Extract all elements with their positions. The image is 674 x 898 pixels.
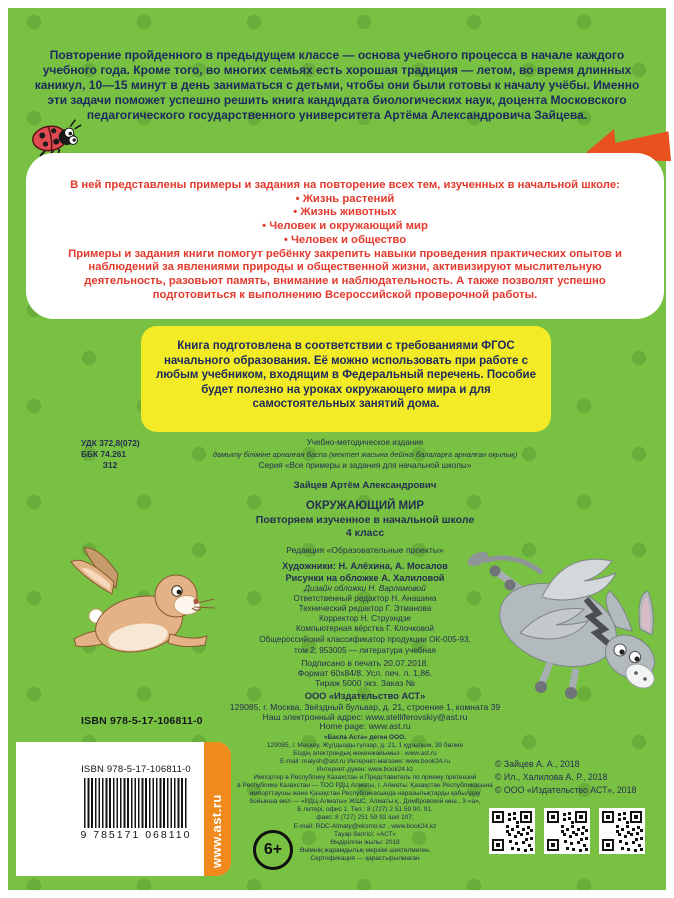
- cover-art-line: Рисунки на обложке А. Халиловой: [285, 573, 445, 583]
- author-name: Зайцев Артём Александрович: [293, 480, 437, 491]
- udk-code: УДК 372,8(072): [81, 438, 140, 448]
- credit-line: Корректор Н. Струэндзе: [319, 613, 411, 623]
- classifier-line: том 2; 953005 — литература учебная: [293, 645, 436, 655]
- feature-bullet: • Человек и окружающий мир: [262, 220, 428, 233]
- kz-line: Импортер в Республику Казахстан и Представитель по приему претензий: [253, 774, 477, 782]
- book-back-cover: [8, 8, 666, 890]
- classifier-line: Общероссийский классификатор продукции ОК-005-93,: [259, 635, 471, 644]
- feature-bullet: • Жизнь животных: [293, 206, 397, 219]
- publisher-site-vertical: www.ast.ru: [209, 794, 224, 868]
- qr-code: [599, 808, 645, 854]
- kazakh-note: дамыту біліміне арналған баспа (мектеп жасына дейінгі балаларға арналған оқылық): [212, 450, 518, 459]
- kz-line: 129085, г. Мәскеу, Жұлдызды гүлзар, д. 21, 1 құрылым, 39 бөлме: [266, 742, 464, 750]
- kz-line: Интернет-дүкен: www.book24.kz: [316, 766, 414, 774]
- kz-line: Б литері, офис 1. Тел.: 8 (727) 2 51 59 90, 91,: [297, 806, 433, 814]
- print-info-line: Формат 60х84/8. Усл. печ. л. 1,86.: [297, 668, 433, 679]
- barcode-isbn-label: ISBN 978-5-17-106811-0: [81, 764, 191, 775]
- publisher-address: 129085, г. Москва, Звёздный бульвар, д. 21, строение 1, комната 39: [229, 702, 501, 712]
- kz-line: E-mail: malysh@ast.ru Интернет-магазин: www.book24.ru: [280, 758, 450, 766]
- qr-code: [544, 808, 590, 854]
- kz-line: E-mail: RDC-Almaty@eksmo.kz , www.book24.kz: [293, 822, 437, 830]
- grade-line: 4 класс: [345, 527, 385, 539]
- publisher-site-tab: [204, 742, 231, 876]
- publisher-email: Наш электронный адрес: www.stelliferovskiy@ast.ru: [262, 712, 468, 722]
- features-paragraph: Примеры и задания книги помогут ребёнку закрепить навыки проведения практических опытов и наблюдений за явлениями природы и общественной жизни, активизируют мыслительную деятельность, разовьют память, внимание и наблюдательность. А также позволят успешно подготовиться к выполнению Всероссийской проверочной работы.: [68, 247, 622, 301]
- qr-code: [489, 808, 535, 854]
- kz-line: Өнімнің жарамдылық мерзімі шектелмеген.: [299, 846, 431, 854]
- credit-line: Компьютерная вёрстка Г. Клочковой: [296, 623, 434, 633]
- publisher-line: ООО «Издательство АСТ»: [304, 691, 426, 701]
- print-info-line: Подписано в печать 20.07.2018.: [301, 658, 429, 668]
- barcode-digits: 9 785171 068110: [80, 829, 192, 841]
- credit-line: Дизайн обложки Н. Варламовой: [304, 584, 426, 593]
- barcode-bars: [84, 778, 188, 828]
- feature-bullet: • Человек и общество: [283, 233, 407, 246]
- age-rating-badge: 6+: [253, 830, 293, 870]
- features-box: [26, 153, 664, 319]
- credit-line: Ответственный редактор Н. Анашина: [293, 593, 437, 603]
- kz-line: Тауар белгісі: «АСТ»: [334, 830, 396, 838]
- edition-type: Учебно-методическое издание: [306, 438, 424, 447]
- kz-line: Біздің электрондық мекенжайымыз : www.ast.ru: [293, 750, 437, 758]
- fgos-box: [141, 326, 551, 432]
- hare-illustration: [54, 544, 219, 672]
- barcode-box: [16, 742, 231, 876]
- kz-line: факс: 8 (727) 251 59 92 ішкі 107;: [316, 814, 414, 822]
- copyright-line: © ООО «Издательство АСТ», 2018: [495, 784, 637, 795]
- copyright-block: [495, 758, 636, 796]
- author-code: З12: [102, 460, 118, 470]
- fgos-text: Книга подготовлена в соответствии с требованиями ФГОС начального образования. Её можно использовать при работе с любым учебником, входящим в Федеральный перечень. Пособие будет полезно на уроках окружающего мира и для самостоятельных занятий дома.: [155, 340, 537, 411]
- copyright-line: © Ил., Халилова А. Р., 2018: [495, 771, 608, 782]
- copyright-line: © Зайцев А. А., 2018: [495, 759, 580, 769]
- series-line: Серия «Все примеры и задания для начальной школы»: [258, 461, 472, 470]
- artists-line: Художники: Н. Алёхина, А. Мосалов: [282, 561, 448, 571]
- print-info-line: Тираж 5000 экз. Заказ №: [315, 678, 415, 689]
- book-subtitle: Повторяем изученное в начальной школе: [255, 514, 475, 526]
- barcode: [74, 764, 198, 841]
- feature-bullet: • Жизнь растений: [295, 192, 395, 205]
- bbk-code: ББК 74.261: [81, 449, 127, 459]
- credit-line: Технический редактор Г. Этманова: [298, 603, 432, 613]
- isbn-label: ISBN 978-5-17-106811-0: [81, 715, 203, 727]
- features-heading: В ней представлены примеры и задания на повторение всех тем, изученных в начальной школе:: [70, 179, 620, 191]
- kz-line: бойынша өкіл — «РДЦ-Алматы» ЖШС, Алматы қ., Домбровский көш., 3-«а»,: [249, 798, 481, 806]
- kz-line: Сертификация — қарастырылмаған: [310, 854, 420, 862]
- editorial-line: Редакция «Образовательные проекты»: [286, 545, 444, 555]
- kz-line: импорттаушы және Қазақстан Республикасында наразылықтарды қабылдау: [249, 790, 481, 798]
- book-title: ОКРУЖАЮЩИЙ МИР: [305, 500, 425, 512]
- kz-line: «Баспа Аста» деген ООО.: [323, 734, 407, 741]
- publisher-homepage: Home page: www.ast.ru: [319, 721, 411, 731]
- intro-paragraph: Повторение пройденного в предыдущем классе — основа учебного процесса в начале каждого учебного года. Кроме того, во многих семьях есть хорошая традиция — летом, во время длинных каникул, 10—15 минут в день заниматься с детьми, чтобы они были готовы к началу учёбы. Именно эти задачи поможет успешно решить книга кандидата биологических наук, доцента Московского педагогического государственного университета Артёма Александровича Зайцева.: [34, 48, 640, 122]
- winged-donkey-illustration: [454, 535, 674, 713]
- kz-line: в Республике Казахстан — ТОО РДЦ Алматы, г. Алматы. Қазақстан Республикасына: [237, 782, 493, 790]
- kz-line: Өндірілген жылы: 2018: [330, 838, 400, 846]
